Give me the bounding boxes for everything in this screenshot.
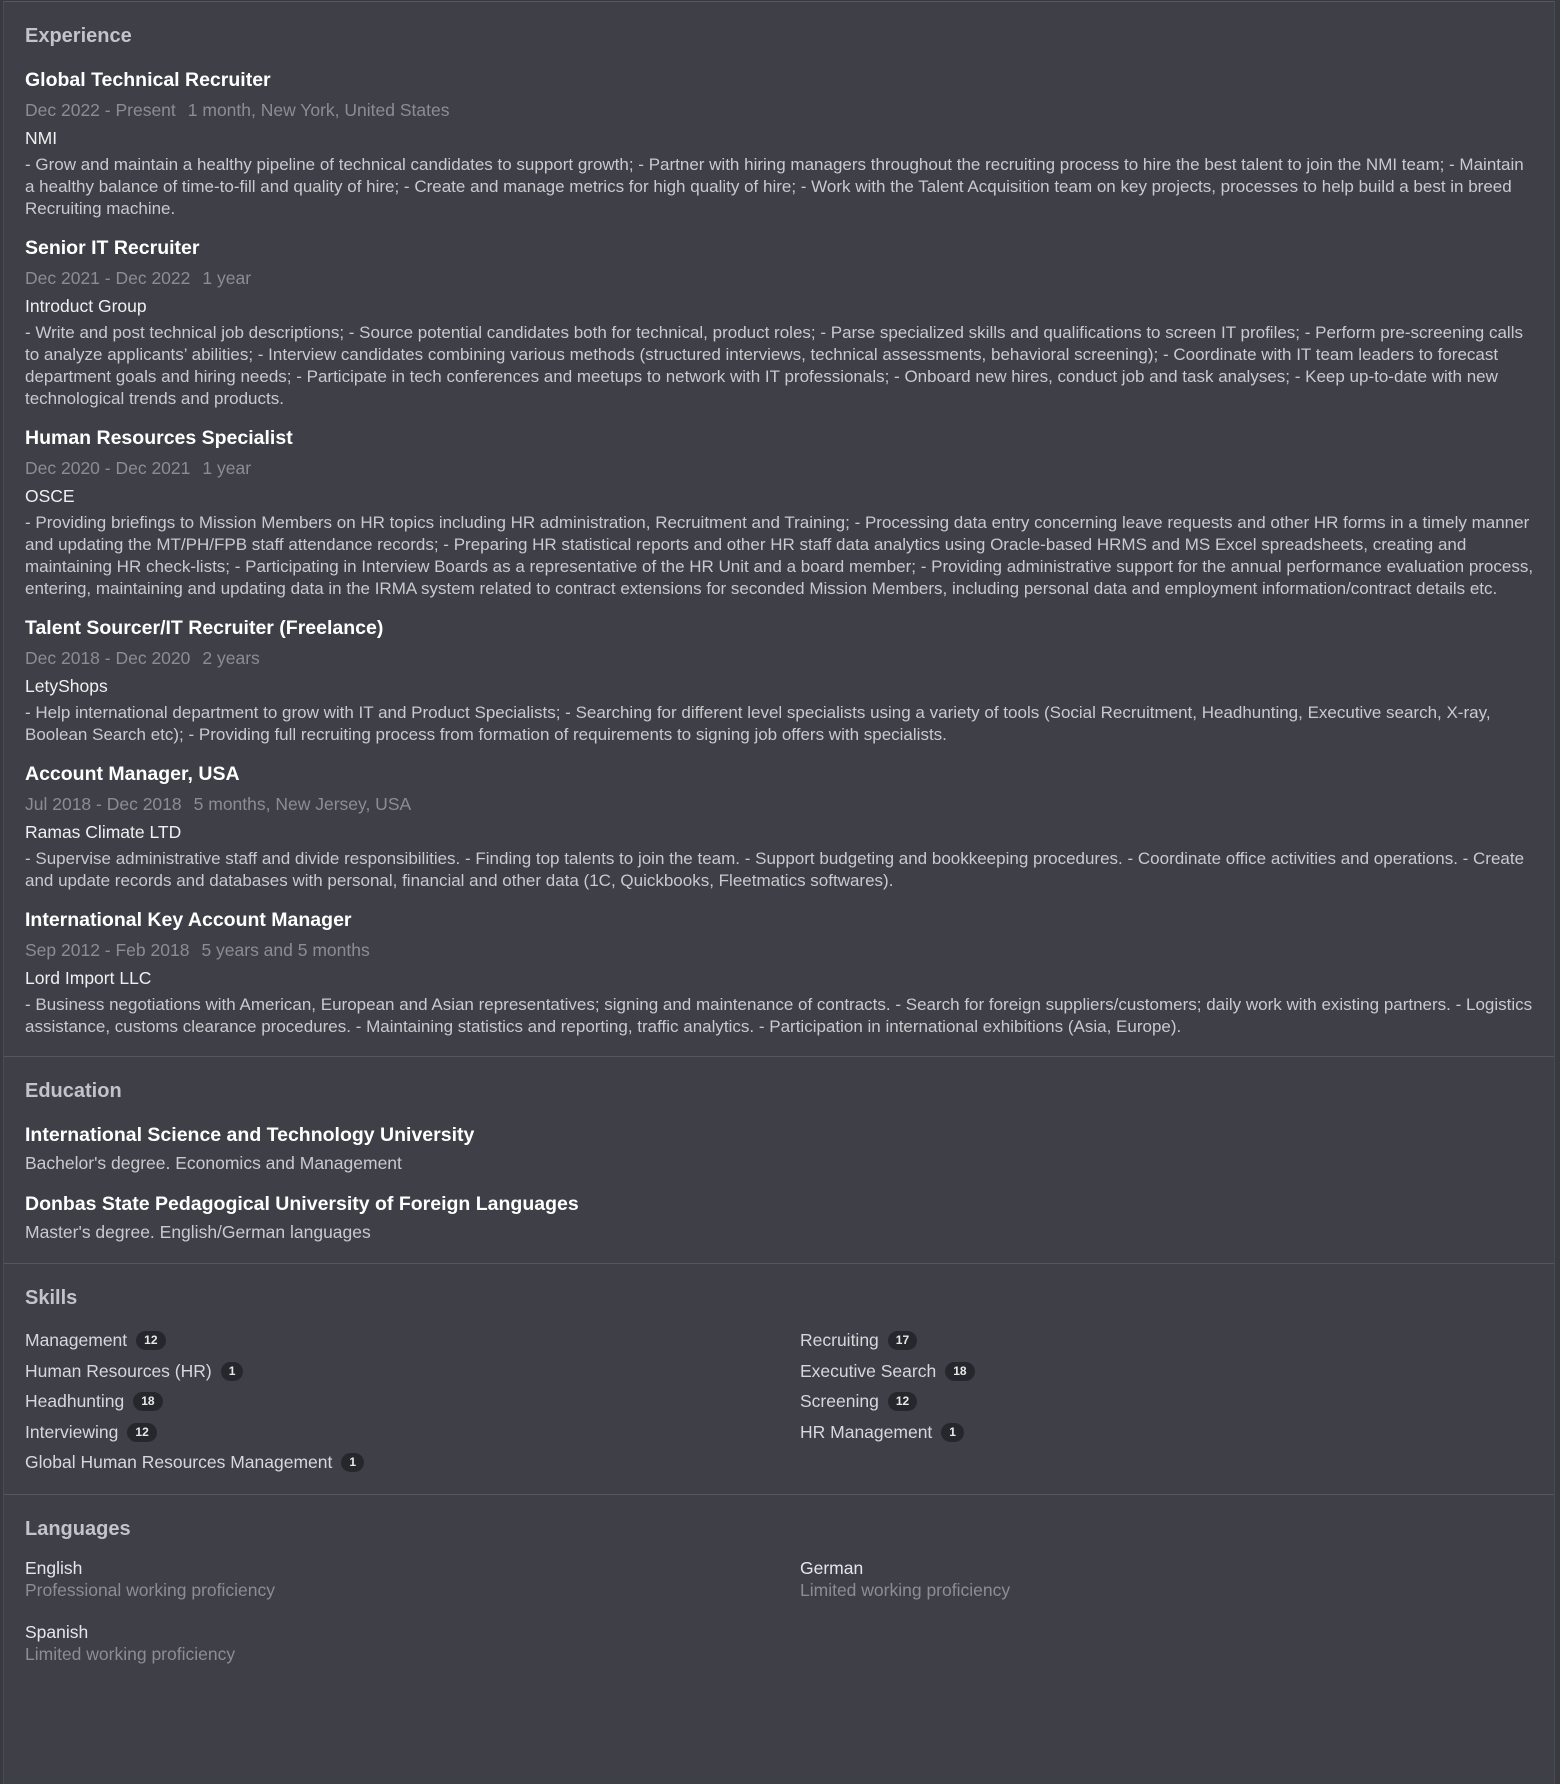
job-duration: 2 years — [202, 648, 260, 668]
skills-heading: Skills — [25, 1287, 78, 1309]
job-duration: 5 months, New Jersey, USA — [193, 794, 412, 814]
skill-item — [25, 1450, 800, 1476]
job-description: - Grow and maintain a healthy pipeline of technical candidates to support growth; - Partner with hiring managers throughout the recruiting process to hire the best talent to join the NMI team; - Maintain a healthy balance of time-to-fill and quality of hire; - Create and manage metrics for high quality of hire; - Work with the Talent Acquisition team on key projects, processes to help build a best in breed Recruiting machine. — [25, 155, 1524, 218]
endorsement-count-badge: 12 — [127, 1423, 156, 1442]
job-duration: 1 year — [202, 268, 252, 288]
skill-name: HR Management — [800, 1421, 933, 1442]
language-proficiency: Professional working proficiency — [25, 1579, 275, 1600]
endorsement-count-badge: 12 — [136, 1331, 165, 1350]
job-company: NMI — [25, 128, 58, 148]
job-title: International Key Account Manager — [25, 909, 352, 931]
language-item — [25, 1557, 800, 1601]
job-dates: Dec 2021 - Dec 2022 — [25, 268, 191, 288]
languages-list — [25, 1557, 1534, 1665]
job-company: OSCE — [25, 486, 75, 506]
job-meta — [25, 936, 1534, 964]
endorsement-count-badge: 1 — [341, 1453, 364, 1472]
degree: Bachelor's degree. Economics and Management — [25, 1153, 402, 1173]
job-duration: 5 years and 5 months — [201, 940, 370, 960]
skill-item — [800, 1389, 1560, 1415]
job-company: Ramas Climate LTD — [25, 822, 182, 842]
skill-name: Screening — [800, 1391, 879, 1411]
job-dates: Jul 2018 - Dec 2018 — [25, 794, 182, 814]
job-title: Human Resources Specialist — [25, 427, 293, 449]
job-description: - Supervise administrative staff and divide responsibilities. - Finding top talents to join the team. - Support budgeting and bookkeeping procedures. - Coordinate office activities and operations. - Create and update records and databases with personal, financial and other data (1C, Quickbooks, Fleetmatics softwares). — [25, 849, 1525, 890]
job-description: - Help international department to grow with IT and Product Specialists; - Searching for different level specialists using a variety of tools (Social Recruitment, Headhunting, Executive search, X-ray, Boolean Search etc); - Providing full recruiting process from formation of requirements to signing job offers with specialists. — [25, 703, 1491, 744]
skill-item — [25, 1389, 800, 1415]
experience-section — [4, 2, 1554, 1057]
skill-item — [800, 1420, 1560, 1446]
skills-section — [4, 1264, 1554, 1495]
job-title: Senior IT Recruiter — [25, 237, 200, 259]
language-name: German — [800, 1557, 864, 1578]
experience-item — [25, 760, 1534, 892]
job-duration: 1 year — [202, 458, 252, 478]
skills-list — [25, 1328, 1534, 1476]
experience-heading: Experience — [25, 25, 132, 47]
experience-item — [25, 614, 1534, 746]
endorsement-count-badge: 18 — [133, 1392, 162, 1411]
endorsement-count-badge: 17 — [888, 1331, 917, 1350]
education-heading: Education — [25, 1080, 122, 1102]
experience-item — [25, 66, 1534, 220]
experience-item — [25, 424, 1534, 600]
endorsement-count-badge: 18 — [945, 1362, 974, 1381]
skill-name: Management — [25, 1330, 128, 1350]
skill-item — [25, 1420, 800, 1446]
job-dates: Dec 2018 - Dec 2020 — [25, 648, 191, 668]
endorsement-count-badge: 1 — [221, 1362, 244, 1381]
education-section — [4, 1057, 1554, 1264]
endorsement-count-badge: 12 — [888, 1392, 917, 1411]
skill-name: Headhunting — [25, 1391, 125, 1411]
language-name: Spanish — [25, 1621, 89, 1642]
experience-item — [25, 906, 1534, 1038]
job-dates: Sep 2012 - Feb 2018 — [25, 940, 190, 960]
job-description: - Write and post technical job descriptions; - Source potential candidates both for technical, product roles; - Parse specialized skills and qualifications to screen IT profiles; - Perform pre-screening calls to analyze applicants’ abilities; - Interview candidates combining various methods (structured interviews, technical assessments, behavioral screening); - Coordinate with IT team leaders to forecast department goals and hiring needs; - Participate in tech conferences and meetups to network with IT professionals; - Onboard new hires, conduct job and task analyses; - Keep up-to-date with new technological trends and products. — [25, 323, 1523, 408]
school-name: Donbas State Pedagogical University of Foreign Languages — [25, 1193, 579, 1215]
languages-heading: Languages — [25, 1517, 131, 1540]
job-company: Lord Import LLC — [25, 968, 152, 988]
skill-item — [25, 1359, 800, 1385]
endorsement-count-badge: 1 — [941, 1423, 964, 1442]
skill-name: Executive Search — [800, 1360, 937, 1381]
job-title: Talent Sourcer/IT Recruiter (Freelance) — [25, 617, 384, 639]
job-company: LetyShops — [25, 676, 108, 696]
skill-name: Recruiting — [800, 1330, 879, 1350]
languages-section — [4, 1495, 1554, 1683]
language-proficiency: Limited working proficiency — [800, 1579, 1011, 1600]
job-duration: 1 month, New York, United States — [187, 100, 450, 120]
language-name: English — [25, 1557, 83, 1578]
job-description: - Business negotiations with American, European and Asian representatives; signing and maintenance of contracts. - Search for foreign suppliers/customers; daily work with existing partners. - Logistics assistance, customs clearance procedures. - Maintaining statistics and reporting, traffic analytics. - Participation in international exhibitions (Asia, Europe). — [25, 995, 1533, 1036]
skill-name: Global Human Resources Management — [25, 1452, 333, 1472]
job-description: - Providing briefings to Mission Members on HR topics including HR administration, Recruitment and Training; - Processing data entry concerning leave requests and other HR forms in a timely manner and updating the MT/PH/FPB staff attendance records; - Preparing HR statistical reports and other HR staff data analytics using Oracle-based HRMS and MS Excel spreadsheets, creating and maintaining HR check-lists; - Participating in Interview Boards as a representative of the HR Unit and a board member; - Providing administrative support for the annual performance evaluation process, entering, maintaining and updating data in the IRMA system related to contract extensions for seconded Mission Members, including personal data and employment information/contract details etc. — [25, 513, 1534, 598]
job-dates: Dec 2020 - Dec 2021 — [25, 458, 191, 478]
job-meta — [25, 790, 1534, 818]
skill-item — [800, 1359, 1560, 1385]
skill-item — [25, 1328, 800, 1354]
education-item — [25, 1121, 1534, 1176]
profile-panel — [3, 1, 1555, 1784]
degree: Master's degree. English/German languages — [25, 1222, 371, 1242]
job-dates: Dec 2022 - Present — [25, 100, 176, 120]
job-title: Account Manager, USA — [25, 763, 240, 785]
job-company: Introduct Group — [25, 296, 147, 316]
job-meta — [25, 264, 1534, 292]
job-meta — [25, 644, 1534, 672]
education-item — [25, 1190, 1534, 1245]
experience-item — [25, 234, 1534, 410]
job-meta — [25, 96, 1534, 124]
school-name: International Science and Technology University — [25, 1124, 475, 1146]
job-title: Global Technical Recruiter — [25, 69, 271, 91]
skill-name: Human Resources (HR) — [25, 1360, 212, 1381]
language-item — [25, 1621, 800, 1665]
language-item — [800, 1557, 1560, 1601]
language-proficiency: Limited working proficiency — [25, 1643, 236, 1664]
skill-name: Interviewing — [25, 1421, 119, 1442]
job-meta — [25, 454, 1534, 482]
skill-item — [800, 1328, 1560, 1354]
